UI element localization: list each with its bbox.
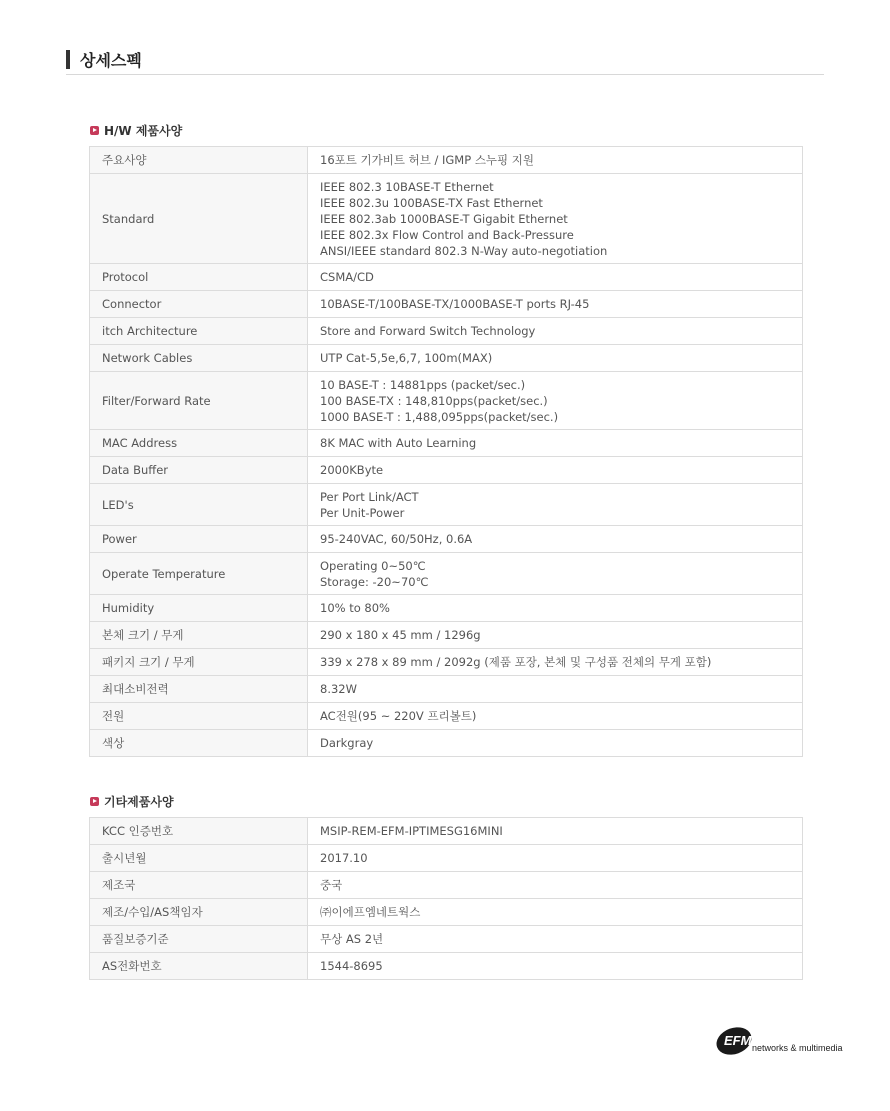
hw-spec-value-line: UTP Cat-5,5e,6,7, 100m(MAX) <box>320 351 493 365</box>
hw-spec-row-label: Power <box>90 526 308 553</box>
etc-spec-row-value <box>308 818 803 845</box>
hw-heading-text: H/W 제품사양 <box>104 124 183 138</box>
hw-spec-row-label: Data Buffer <box>90 457 308 484</box>
hw-spec-table <box>89 146 803 757</box>
hw-spec-row-value <box>308 730 803 757</box>
hw-spec-row <box>90 484 803 526</box>
title-accent-bar <box>66 50 70 69</box>
etc-spec-row-value <box>308 953 803 980</box>
hw-spec-row-label: 색상 <box>90 730 308 757</box>
hw-spec-value-line: Darkgray <box>320 736 374 750</box>
etc-heading-text: 기타제품사양 <box>104 795 174 809</box>
hw-spec-value-line: Per Unit-Power <box>320 505 405 520</box>
hw-spec-row <box>90 649 803 676</box>
hw-spec-row <box>90 622 803 649</box>
hw-spec-row-value <box>308 484 803 526</box>
hw-spec-row-label: Humidity <box>90 595 308 622</box>
hw-spec-row <box>90 676 803 703</box>
etc-section-heading <box>90 793 174 810</box>
hw-spec-row-value <box>308 291 803 318</box>
hw-spec-row-value <box>308 147 803 174</box>
hw-spec-row-label: Filter/Forward Rate <box>90 372 308 430</box>
etc-spec-row <box>90 899 803 926</box>
hw-spec-row-value <box>308 345 803 372</box>
hw-spec-value-line: ANSI/IEEE standard 802.3 N-Way auto-negotiation <box>320 243 608 258</box>
hw-spec-row-label: itch Architecture <box>90 318 308 345</box>
hw-spec-row <box>90 345 803 372</box>
hw-spec-row-value <box>308 457 803 484</box>
hw-spec-row-label: 본체 크기 / 무게 <box>90 622 308 649</box>
hw-spec-value-line: Store and Forward Switch Technology <box>320 324 536 338</box>
logo-tagline: networks & multimedia <box>752 1043 843 1053</box>
hw-spec-row <box>90 174 803 264</box>
etc-spec-row-label: 출시년월 <box>90 845 308 872</box>
etc-spec-row <box>90 953 803 980</box>
etc-spec-row-value <box>308 899 803 926</box>
hw-spec-row-label: LED's <box>90 484 308 526</box>
etc-spec-value-line: ㈜이에프엠네트웍스 <box>320 905 421 919</box>
hw-spec-row <box>90 526 803 553</box>
hw-spec-row-value <box>308 174 803 264</box>
hw-spec-row-label: Operate Temperature <box>90 553 308 595</box>
etc-spec-row-label: 제조/수입/AS책임자 <box>90 899 308 926</box>
hw-spec-value-line: 1000 BASE-T : 1,488,095pps(packet/sec.) <box>320 409 559 424</box>
hw-spec-row <box>90 703 803 730</box>
etc-spec-row-label: 제조국 <box>90 872 308 899</box>
hw-spec-value-line: 2000KByte <box>320 463 384 477</box>
hw-spec-row-value <box>308 372 803 430</box>
hw-spec-row <box>90 730 803 757</box>
efm-logo <box>714 1022 844 1058</box>
hw-spec-value-line: Storage: -20~70℃ <box>320 574 429 589</box>
hw-spec-value-line: 16포트 기가비트 허브 / IGMP 스누핑 지원 <box>320 153 535 167</box>
hw-spec-row-value <box>308 622 803 649</box>
hw-spec-row <box>90 147 803 174</box>
etc-spec-row-value <box>308 845 803 872</box>
hw-spec-value-line: IEEE 802.3ab 1000BASE-T Gigabit Ethernet <box>320 211 568 226</box>
etc-spec-row-label: KCC 인증번호 <box>90 818 308 845</box>
hw-spec-row-label: Standard <box>90 174 308 264</box>
hw-spec-value-line: IEEE 802.3 10BASE-T Ethernet <box>320 179 494 194</box>
bullet-arrow-icon <box>90 797 99 806</box>
hw-spec-row <box>90 457 803 484</box>
hw-spec-row-value <box>308 553 803 595</box>
etc-spec-value-line: 2017.10 <box>320 851 368 865</box>
hw-spec-row-label: 패키지 크기 / 무게 <box>90 649 308 676</box>
etc-spec-value-line: 1544-8695 <box>320 959 383 973</box>
hw-spec-row <box>90 291 803 318</box>
page-title-bar <box>66 48 824 75</box>
hw-spec-value-line: CSMA/CD <box>320 270 374 284</box>
etc-spec-row <box>90 818 803 845</box>
hw-spec-row <box>90 430 803 457</box>
hw-spec-row-value <box>308 430 803 457</box>
etc-spec-value-line: 무상 AS 2년 <box>320 932 384 946</box>
hw-spec-value-line: 8K MAC with Auto Learning <box>320 436 477 450</box>
hw-spec-value-line: 95-240VAC, 60/50Hz, 0.6A <box>320 532 473 546</box>
hw-spec-row-value <box>308 595 803 622</box>
hw-spec-row <box>90 264 803 291</box>
hw-spec-value-line: Per Port Link/ACT <box>320 489 419 504</box>
etc-spec-row <box>90 872 803 899</box>
hw-spec-row-value <box>308 318 803 345</box>
hw-spec-value-line: 8.32W <box>320 682 357 696</box>
etc-spec-row-label: 품질보증기준 <box>90 926 308 953</box>
hw-spec-value-line: Operating 0~50℃ <box>320 558 426 573</box>
etc-spec-row <box>90 926 803 953</box>
etc-spec-value-line: 중국 <box>320 878 343 892</box>
hw-spec-value-line: 10BASE-T/100BASE-TX/1000BASE-T ports RJ-45 <box>320 297 590 311</box>
hw-spec-value-line: 100 BASE-TX : 148,810pps(packet/sec.) <box>320 393 548 408</box>
hw-spec-value-line: 290 x 180 x 45 mm / 1296g <box>320 628 481 642</box>
hw-spec-row-label: MAC Address <box>90 430 308 457</box>
etc-spec-row-value <box>308 872 803 899</box>
hw-spec-row-label: Connector <box>90 291 308 318</box>
bullet-arrow-icon <box>90 126 99 135</box>
hw-spec-row-label: Network Cables <box>90 345 308 372</box>
hw-spec-row <box>90 318 803 345</box>
hw-spec-row-value <box>308 676 803 703</box>
hw-spec-row-value <box>308 649 803 676</box>
hw-section-heading <box>90 122 182 139</box>
hw-spec-value-line: 339 x 278 x 89 mm / 2092g (제품 포장, 본체 및 구성품 전체의 무게 포함) <box>320 655 712 669</box>
hw-spec-row-value <box>308 264 803 291</box>
etc-spec-row <box>90 845 803 872</box>
hw-spec-row-value <box>308 703 803 730</box>
etc-spec-row-value <box>308 926 803 953</box>
etc-spec-row-label: AS전화번호 <box>90 953 308 980</box>
hw-spec-row-value <box>308 526 803 553</box>
hw-spec-value-line: AC전원(95 ~ 220V 프리볼트) <box>320 709 477 723</box>
hw-spec-row-label: 최대소비전력 <box>90 676 308 703</box>
hw-spec-row <box>90 553 803 595</box>
etc-spec-table <box>89 817 803 980</box>
hw-spec-value-line: IEEE 802.3u 100BASE-TX Fast Ethernet <box>320 195 543 210</box>
svg-text:EFM: EFM <box>724 1033 752 1048</box>
hw-spec-row-label: Protocol <box>90 264 308 291</box>
hw-spec-value-line: 10 BASE-T : 14881pps (packet/sec.) <box>320 377 526 392</box>
etc-spec-value-line: MSIP-REM-EFM-IPTIMESG16MINI <box>320 824 503 838</box>
hw-spec-value-line: IEEE 802.3x Flow Control and Back-Pressure <box>320 227 574 242</box>
page-title: 상세스펙 <box>80 51 142 70</box>
hw-spec-row-label: 전원 <box>90 703 308 730</box>
hw-spec-row-label: 주요사양 <box>90 147 308 174</box>
hw-spec-value-line: 10% to 80% <box>320 601 390 615</box>
hw-spec-row <box>90 595 803 622</box>
hw-spec-row <box>90 372 803 430</box>
